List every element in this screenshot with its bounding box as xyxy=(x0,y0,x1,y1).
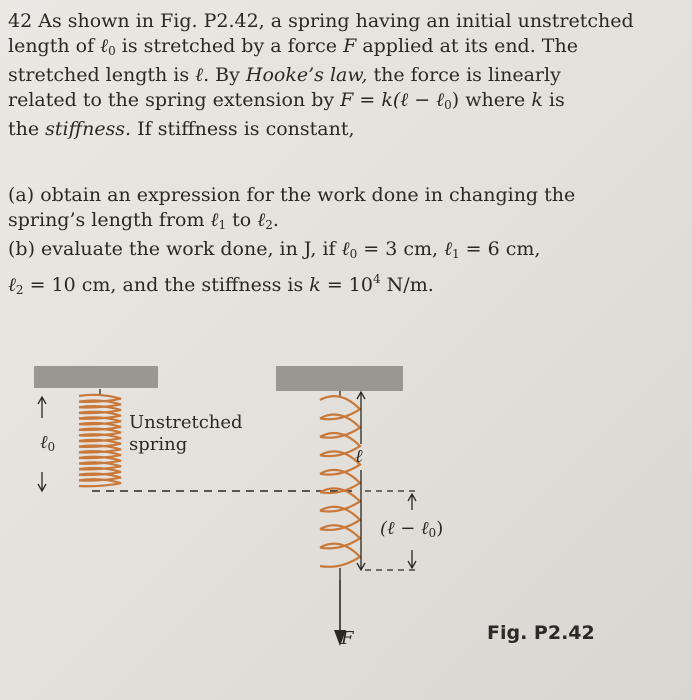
part-b-line-1: (b) evaluate the work done, in J, if ℓ$_0$ = 3 cm, ℓ$_1$ = 6 cm, xyxy=(8,238,541,261)
force-label: F xyxy=(341,628,354,649)
problem-number: 42 xyxy=(8,10,33,32)
part-a-line-1: (a) obtain an expression for the work done in changing the xyxy=(8,184,576,206)
l-label: ℓ xyxy=(355,446,363,467)
problem-line-3: stretched length is ℓ. By Hooke’s law, the force is linearly xyxy=(8,64,561,86)
extension-label: (ℓ − ℓ$_0$) xyxy=(380,518,444,540)
left-support xyxy=(34,366,158,388)
problem-line-4: related to the spring extension by F = k(ℓ − ℓ$_0$) where k is xyxy=(8,88,565,112)
part-b-line-2: ℓ$_2$ = 10 cm, and the stiffness is $k = 10^4$ N/m. xyxy=(8,271,434,297)
problem-line-1: 42 As shown in Fig. P2.42, a spring having an initial unstretched xyxy=(8,10,634,32)
problem-line-5: the stiffness. If stiffness is constant, xyxy=(8,118,355,140)
part-a-line-2: spring’s length from ℓ$_1$ to ℓ$_2$. xyxy=(8,208,279,232)
l0-label: ℓ$_0$ xyxy=(40,432,56,454)
right-support xyxy=(276,366,403,391)
unstretched-spring xyxy=(79,395,121,486)
stretched-spring xyxy=(320,396,360,567)
problem-line-2: length of ℓ$_0$ is stretched by a force F applied at its end. The xyxy=(8,34,578,58)
unstretched-label: Unstretched spring xyxy=(129,412,243,455)
figure-caption: Fig. P2.42 xyxy=(487,622,595,644)
unstretched-spring-turn xyxy=(79,479,121,486)
